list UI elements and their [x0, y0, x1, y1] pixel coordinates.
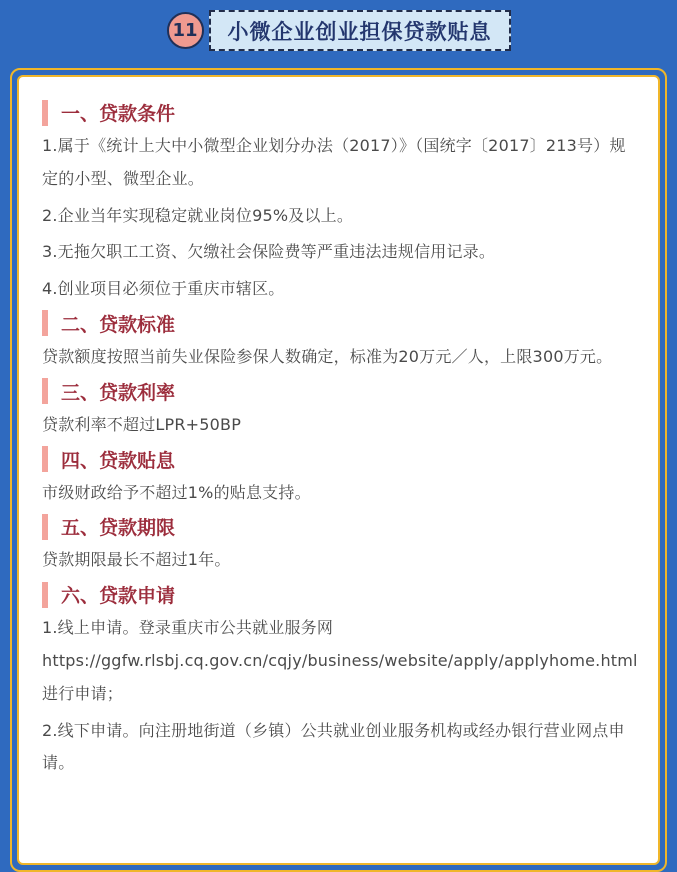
- section-loan-rate: [42, 378, 638, 442]
- content-card-frame: [10, 68, 667, 872]
- heading-accent-bar: [42, 582, 48, 608]
- section-heading-text: 三、贷款利率: [61, 381, 176, 404]
- section-heading-text: 四、贷款贴息: [61, 449, 176, 472]
- section-heading: [42, 581, 638, 608]
- section-loan-standard: [42, 310, 638, 374]
- paragraph: 2.线下申请。向注册地街道（乡镇）公共就业创业服务机构或经办银行营业网点申请。: [42, 720, 625, 773]
- section-loan-application: [42, 581, 638, 780]
- page-header: [0, 0, 677, 51]
- paragraph: 3.无拖欠职工工资、欠缴社会保险费等严重违法违规信用记录。: [42, 242, 496, 262]
- section-loan-term: [42, 513, 638, 577]
- content-card: [17, 75, 660, 865]
- heading-accent-bar: [42, 100, 48, 126]
- section-heading-text: 二、贷款标准: [61, 313, 176, 336]
- number-badge: [167, 12, 204, 49]
- paragraph: 4.创业项目必须位于重庆市辖区。: [42, 279, 285, 299]
- section-heading: [42, 99, 638, 126]
- paragraph: 市级财政给予不超过1%的贴息支持。: [42, 482, 311, 502]
- heading-accent-bar: [42, 446, 48, 472]
- badge-number: 11: [172, 19, 198, 41]
- paragraph-with-url: 1.线上申请。登录重庆市公共就业服务网https://ggfw.rlsbj.cq.gov.cn/cqjy/business/website/apply/applyhome.html进行申请；: [42, 618, 638, 703]
- section-heading-text: 五、贷款期限: [61, 517, 176, 540]
- heading-accent-bar: [42, 378, 48, 404]
- paragraph: 贷款利率不超过LPR+50BP: [42, 414, 242, 434]
- paragraph: 贷款额度按照当前失业保险参保人数确定，标准为20万元／人，上限300万元。: [42, 346, 613, 366]
- paragraph: 贷款期限最长不超过1年。: [42, 550, 231, 570]
- title-banner: [209, 10, 511, 51]
- section-heading-text: 一、贷款条件: [61, 103, 176, 125]
- paragraph: 1.属于《统计上大中小微型企业划分办法（2017）》（国统字〔2017〕213号）规定的小型、微型企业。: [42, 136, 626, 188]
- paragraph: 2.企业当年实现稳定就业岗位95%及以上。: [42, 205, 354, 225]
- section-heading: [42, 446, 638, 473]
- section-loan-subsidy: [42, 446, 638, 510]
- page-title: 小微企业创业担保贷款贴息: [227, 19, 492, 44]
- heading-accent-bar: [42, 514, 48, 540]
- section-loan-conditions: [42, 99, 638, 306]
- section-heading: [42, 310, 638, 337]
- section-heading: [42, 513, 638, 540]
- heading-accent-bar: [42, 310, 48, 336]
- section-heading: [42, 378, 638, 405]
- section-heading-text: 六、贷款申请: [61, 585, 176, 608]
